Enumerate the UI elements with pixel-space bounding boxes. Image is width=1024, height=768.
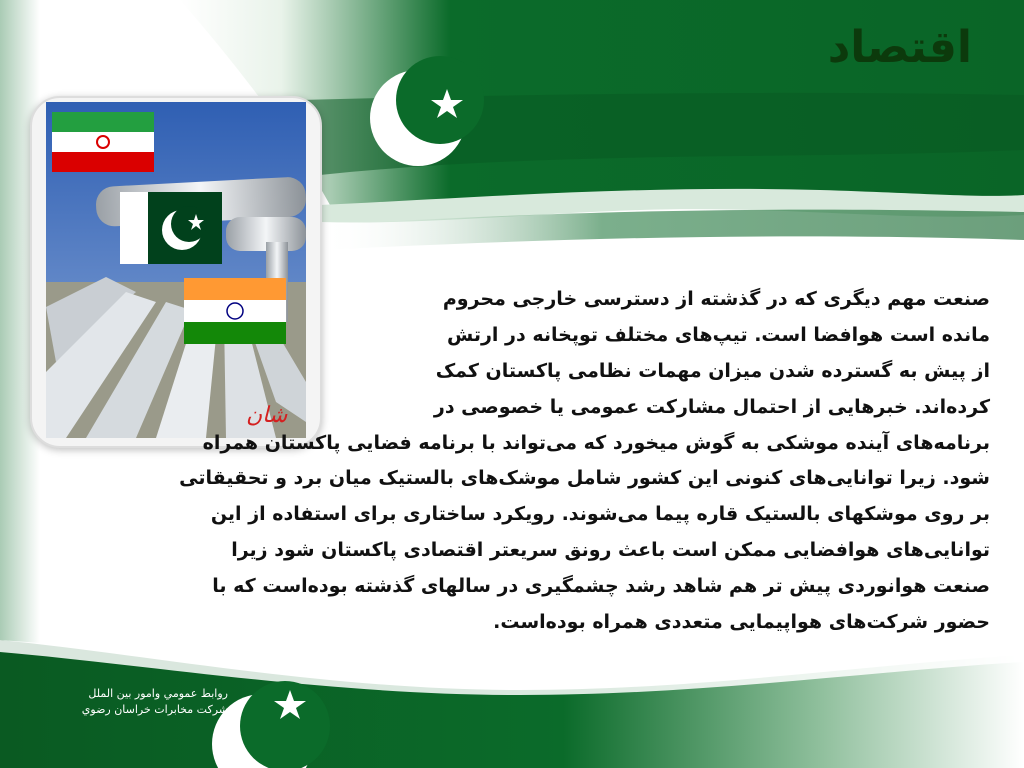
photo-watermark: شان xyxy=(246,403,288,428)
body-line: صنعت هوانوردی پیش تر هم شاهد رشد چشمگیری در سالهای گذشته بوده‌است که با xyxy=(212,575,990,598)
body-line: حضور شرکت‌های هواپیمایی متعددی همراه بوده‌است. xyxy=(493,611,990,634)
body-line: شود. زیرا توانایی‌های کنونی این کشور شامل موشک‌های بالستیک میان برد و تحقیقاتی xyxy=(179,467,990,490)
body-line: بر روی موشکهای بالستیک قاره پیما می‌شوند. رویکرد ساختاری برای استفاده از این xyxy=(210,503,990,526)
footer-credit xyxy=(52,686,228,718)
footer-line: روابط عمومي وامور بين الملل xyxy=(88,687,228,700)
footer-line: شركت مخابرات خراسان رضوي xyxy=(81,703,228,716)
body-line: مانده است هوافضا است. تیپ‌های مختلف توپخانه در ارتش xyxy=(447,323,990,346)
body-line: کرده‌اند. خبرهایی از احتمال مشارکت عمومی یا خصوصی در xyxy=(433,395,990,418)
slide-title: اقتصاد xyxy=(827,22,972,73)
body-line: صنعت مهم دیگری که در گذشته از دسترسی خارجی محروم xyxy=(442,288,990,310)
body-line: از پیش به گسترده شدن میزان مهمات نظامی پاکستان کمک xyxy=(435,359,990,382)
body-paragraph xyxy=(10,282,990,641)
pakistan-flag xyxy=(120,192,222,264)
body-line: توانایی‌های هوافضایی ممکن است باعث رونق سریعتر اقتصادی پاکستان شود زیرا xyxy=(231,539,990,562)
body-line: برنامه‌های آینده موشکی به گوش میخورد که می‌تواند با برنامه فضایی پاکستان همراه xyxy=(202,431,990,454)
iran-flag xyxy=(52,112,154,172)
